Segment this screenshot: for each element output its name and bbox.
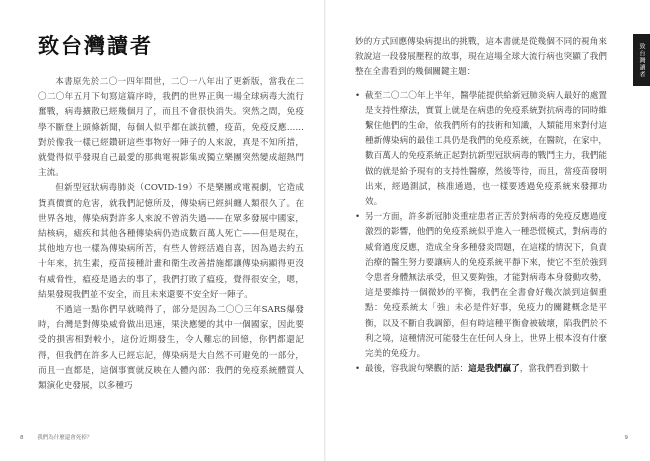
bullet-icon: • — [355, 212, 361, 223]
bold-phrase: 這是我們贏了 — [468, 364, 520, 375]
chapter-side-tab: 致台灣讀者 — [633, 34, 650, 86]
list-item: • 截至二〇二〇年上半年，醫學能提供給新冠肺炎病人最好的處置是支持性療法，實質上就是在病患的免疫系統對抗病毒的同時維繫住他們的生命，依我們所有的技術和知識，人類能用來對付這種新傳染病的最佳工具仍是我們的免疫系統，在醫院，在家中，數百萬人的免疫系統正起對抗新型冠狀病毒的戰鬥主力，我們能做的就是給予現有的支持性醫療，然後等待，而且，當疫苗發明出來，經過測試，核准通過，也一樣要透過免疫系統來發揮功效。 — [355, 90, 607, 208]
right-intro-paragraph: 妙的方式回應傳染病提出的挑戰，這本書就是從幾個不同的視角來敘說這一段發展壓程的故事，現在這場全球大流行病也突顯了我們整在全書看到的幾個關鍵主題： — [355, 37, 607, 78]
list-item: • 另一方面，許多新冠肺炎重症患者正苦於對病毒的免疫反應過度激烈的影響，他們的免疫系統似乎進入一種恐慌模式，對病毒的威脅過度反應，造成全身多種發炎問題，在這樣的情況下，負責治療的醫生努力要讓病人的免疫系統平靜下來，使它不至於強到令患者身體無法承受，但又要夠強，才能對病毒本身發動攻勢，這是要維持一個微妙的平衡，我們在全書會好幾次談到這個重點：免疫系統太「強」未必是件好事，免疫力的關鍵概念是平衡，以及不斷自我調節，但有時這種平衡會被破壞，陷我們於不利之境，這種情況可能發生在任何人身上，世界上根本沒有什麼完美的免疫力。 — [355, 212, 607, 360]
bullet-icon: • — [355, 364, 361, 375]
paragraph-2: 但新型冠狀病毒肺炎（COVID-19）不是樂團或電視劇，它造成貨真價實的危害，就我們記憶所及，傳染病已經糾纏人類很久了。在世界各地，傳染病對許多人來說不曾消失過——在眾多發展中國家，結核病，瘧疾和其他各種傳染病仍造成數百萬人死亡——但是現在，其他地方也一樣為傳染病所苦，有些人曾經活過自喜，因為過去約五十年來，抗生素，疫苗接種計畫和衛生改善措施都讓傳染病顯得更沒有威脅性，瘟疫是過去的事了，我們打敗了瘟疫，覺得很安全，嗯，結果發現我們並不安全，而且未來還要不安全好一陣子。 — [38, 183, 304, 300]
paragraph-1: 本書原先於二〇一四年問世，二〇一八年出了更新版，當我在二〇二〇年五月下旬寫這篇序時，我們的世界正與一場全球病毒大流行奮戰，病毒擴散已經幾個月了，而且不會很快消失。突然之間，免疫學不斷登上頭條新聞，每個人似乎都在談抗體，疫苗，免疫反應……對於像我一樣已經鑽研這些事物好一陣子的人來說，真是不知所措，就覺得似乎發現自己最愛的那典電視影集或獨立樂團突然變成超熱門主流。 — [38, 77, 304, 179]
right-page-number: 9 — [624, 435, 628, 441]
running-footer-title: 我們為什麼還會死掉？ — [37, 435, 93, 441]
bullet-icon: • — [355, 90, 361, 101]
key-themes-list — [355, 89, 607, 378]
left-body-text — [38, 75, 304, 394]
right-body-text — [355, 35, 607, 377]
left-page-number: 8 — [20, 435, 24, 441]
left-footer — [20, 433, 92, 441]
right-page — [325, 0, 650, 461]
list-item: • 最後，容我說句樂觀的話：這是我們贏了，當我們看到數十 — [355, 362, 607, 377]
page-title: 致台灣讀者 — [38, 34, 153, 58]
paragraph-3: 不過這一點你們早就曉得了，部分是因為二〇〇三年SARS爆發時，台灣是對傳染威脅做出迅速，果決應變的其中一個國家，因此要受的損害相對較小，這份近期發生，令人難忘的回憶，你們都還記得，但我們在許多人已經忘記，傳染病是大自然不可避免的一部分，而且一直都是，這個事實就反映在人體內部：我們的免疫系統體質人類演化史發展，以多種巧 — [38, 305, 304, 392]
